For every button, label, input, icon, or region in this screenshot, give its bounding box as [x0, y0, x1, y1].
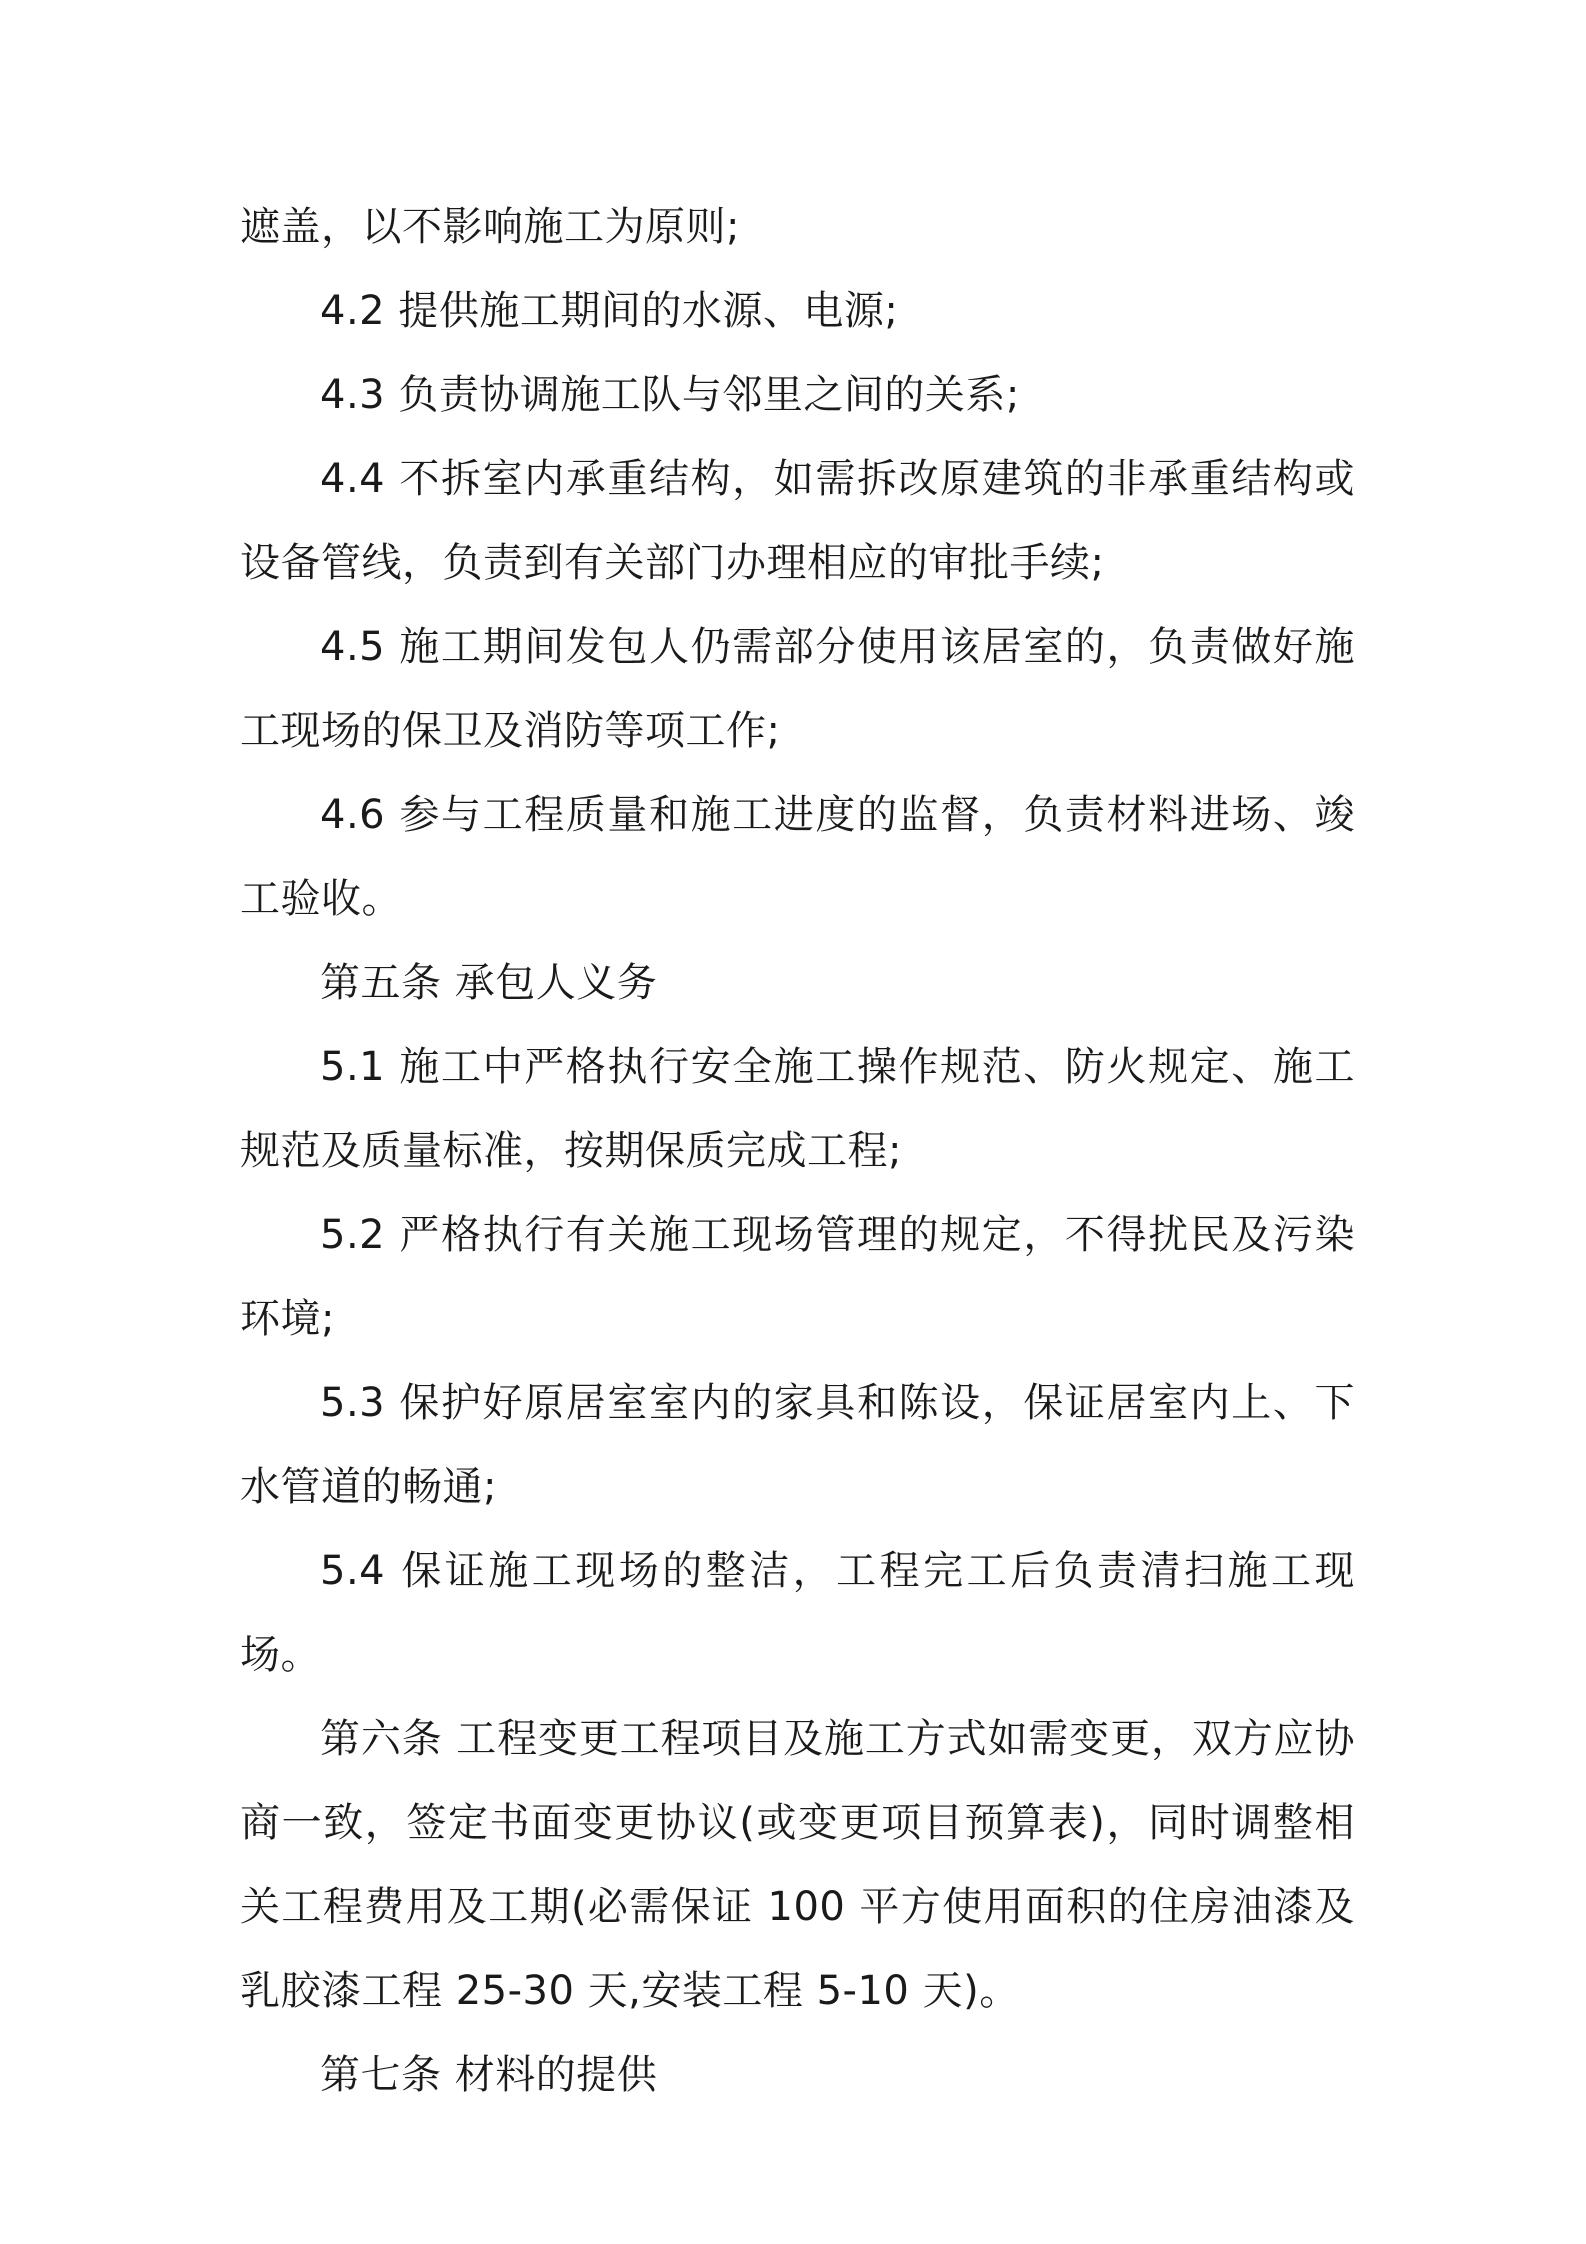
clause-5-4: 5.4 保证施工现场的整洁，工程完工后负责清扫施工现场。: [240, 1548, 1355, 1678]
clause-4-4: 4.4 不拆室内承重结构，如需拆改原建筑的非承重结构或设备管线，负责到有关部门办理相应的审批手续;: [240, 456, 1355, 586]
paragraph-continuation: 遮盖，以不影响施工为原则;: [240, 204, 740, 250]
clause-4-5: 4.5 施工期间发包人仍需部分使用该居室的，负责做好施工现场的保卫及消防等项工作;: [240, 624, 1355, 754]
clause-4-2: 4.2 提供施工期间的水源、电源;: [320, 288, 899, 334]
article-5-heading: 第五条 承包人义务: [320, 960, 658, 1006]
clause-5-3: 5.3 保护好原居室室内的家具和陈设，保证居室内上、下水管道的畅通;: [240, 1380, 1355, 1510]
document-body: [240, 185, 1355, 2117]
article-7-heading: 第七条 材料的提供: [320, 2052, 658, 2098]
clause-4-3: 4.3 负责协调施工队与邻里之间的关系;: [320, 372, 1020, 418]
clause-5-1: 5.1 施工中严格执行安全施工操作规范、防火规定、施工规范及质量标准，按期保质完成工程;: [240, 1044, 1355, 1174]
clause-4-6: 4.6 参与工程质量和施工进度的监督，负责材料进场、竣工验收。: [240, 792, 1355, 922]
clause-5-2: 5.2 严格执行有关施工现场管理的规定，不得扰民及污染环境;: [240, 1212, 1355, 1342]
article-6-text: 第六条 工程变更工程项目及施工方式如需变更，双方应协商一致，签定书面变更协议(或变更项目预算表)，同时调整相关工程费用及工期(必需保证 100 平方使用面积的住房油漆及乳胶漆工程 25-30 天,安装工程 5-10 天)。: [240, 1716, 1355, 2014]
